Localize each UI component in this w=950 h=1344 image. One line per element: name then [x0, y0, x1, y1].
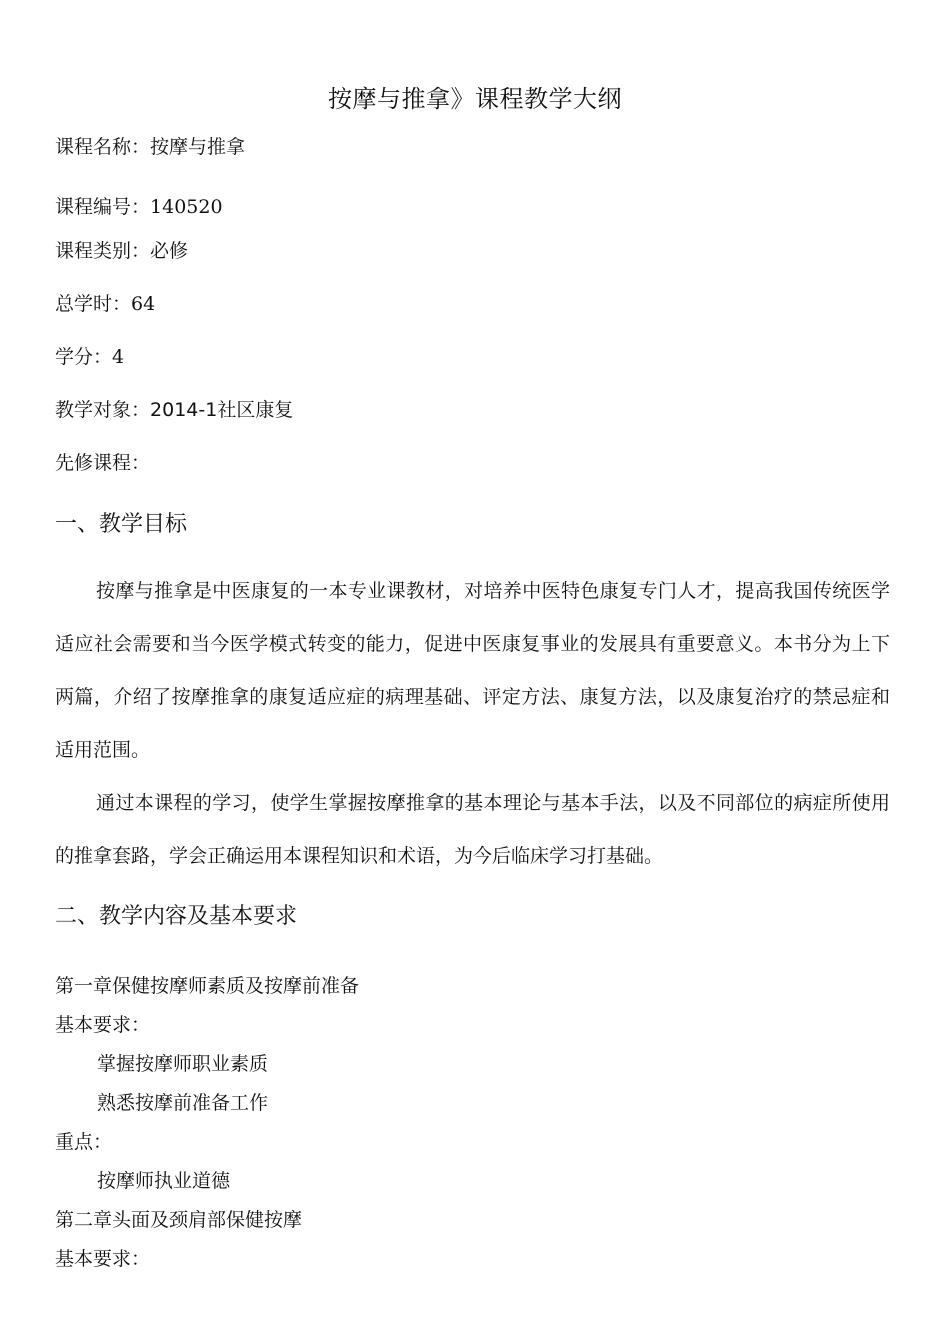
requirement-item: 掌握按摩师职业素质 [97, 1053, 269, 1075]
course-category-value: 必修 [150, 240, 189, 262]
section-heading-objectives: 一、教学目标 [55, 512, 188, 537]
course-name-label: 课程名称： [55, 136, 151, 158]
target-students-value: 2014-1社区康复 [150, 399, 294, 421]
objectives-paragraph-2: 通过本课程的学习，使学生掌握按摩推拿的基本理论与基本手法，以及不同部位的病症所使用的推拿套路，学会正确运用本课程知识和术语，为今后临床学习打基础。 [55, 792, 890, 867]
basic-requirements-label: 基本要求： [55, 1248, 151, 1270]
prerequisites-row [55, 449, 150, 477]
course-code-label: 课程编号： [55, 196, 151, 218]
course-category-label: 课程类别： [55, 240, 151, 262]
page-title: 按摩与推拿》课程教学大纲 [328, 85, 622, 113]
course-code-value: 140520 [150, 196, 223, 218]
target-students-label: 教学对象： [55, 399, 151, 421]
credits-value: 4 [112, 346, 125, 368]
chapter-1-title: 第一章保健按摩师素质及按摩前准备 [55, 975, 360, 997]
total-hours-label: 总学时： [55, 293, 132, 315]
total-hours-value: 64 [131, 293, 156, 315]
basic-requirements-label: 基本要求： [55, 1014, 151, 1036]
section-heading-content: 二、教学内容及基本要求 [55, 904, 298, 929]
credits-label: 学分： [55, 346, 113, 368]
total-hours-row [55, 290, 155, 318]
course-name-row [55, 133, 245, 161]
key-point-item: 按摩师执业道德 [97, 1170, 231, 1192]
objectives-paragraph-1: 按摩与推拿是中医康复的一本专业课教材，对培养中医特色康复专门人才，提高我国传统医学适应社会需要和当今医学模式转变的能力，促进中医康复事业的发展具有重要意义。本书分为上下两篇，介绍了按摩推拿的康复适应症的病理基础、评定方法、康复方法，以及康复治疗的禁忌症和适用范围。 [55, 580, 890, 761]
prerequisites-label: 先修课程： [55, 452, 151, 474]
target-students-row [55, 396, 293, 424]
course-category-row [55, 237, 188, 265]
chapter-2-title: 第二章头面及颈肩部保健按摩 [55, 1209, 303, 1231]
course-name-value: 按摩与推拿 [150, 136, 246, 158]
requirement-item: 熟悉按摩前准备工作 [97, 1092, 269, 1114]
key-points-label: 重点： [55, 1131, 113, 1153]
course-code-row [55, 193, 223, 221]
credits-row [55, 343, 124, 371]
